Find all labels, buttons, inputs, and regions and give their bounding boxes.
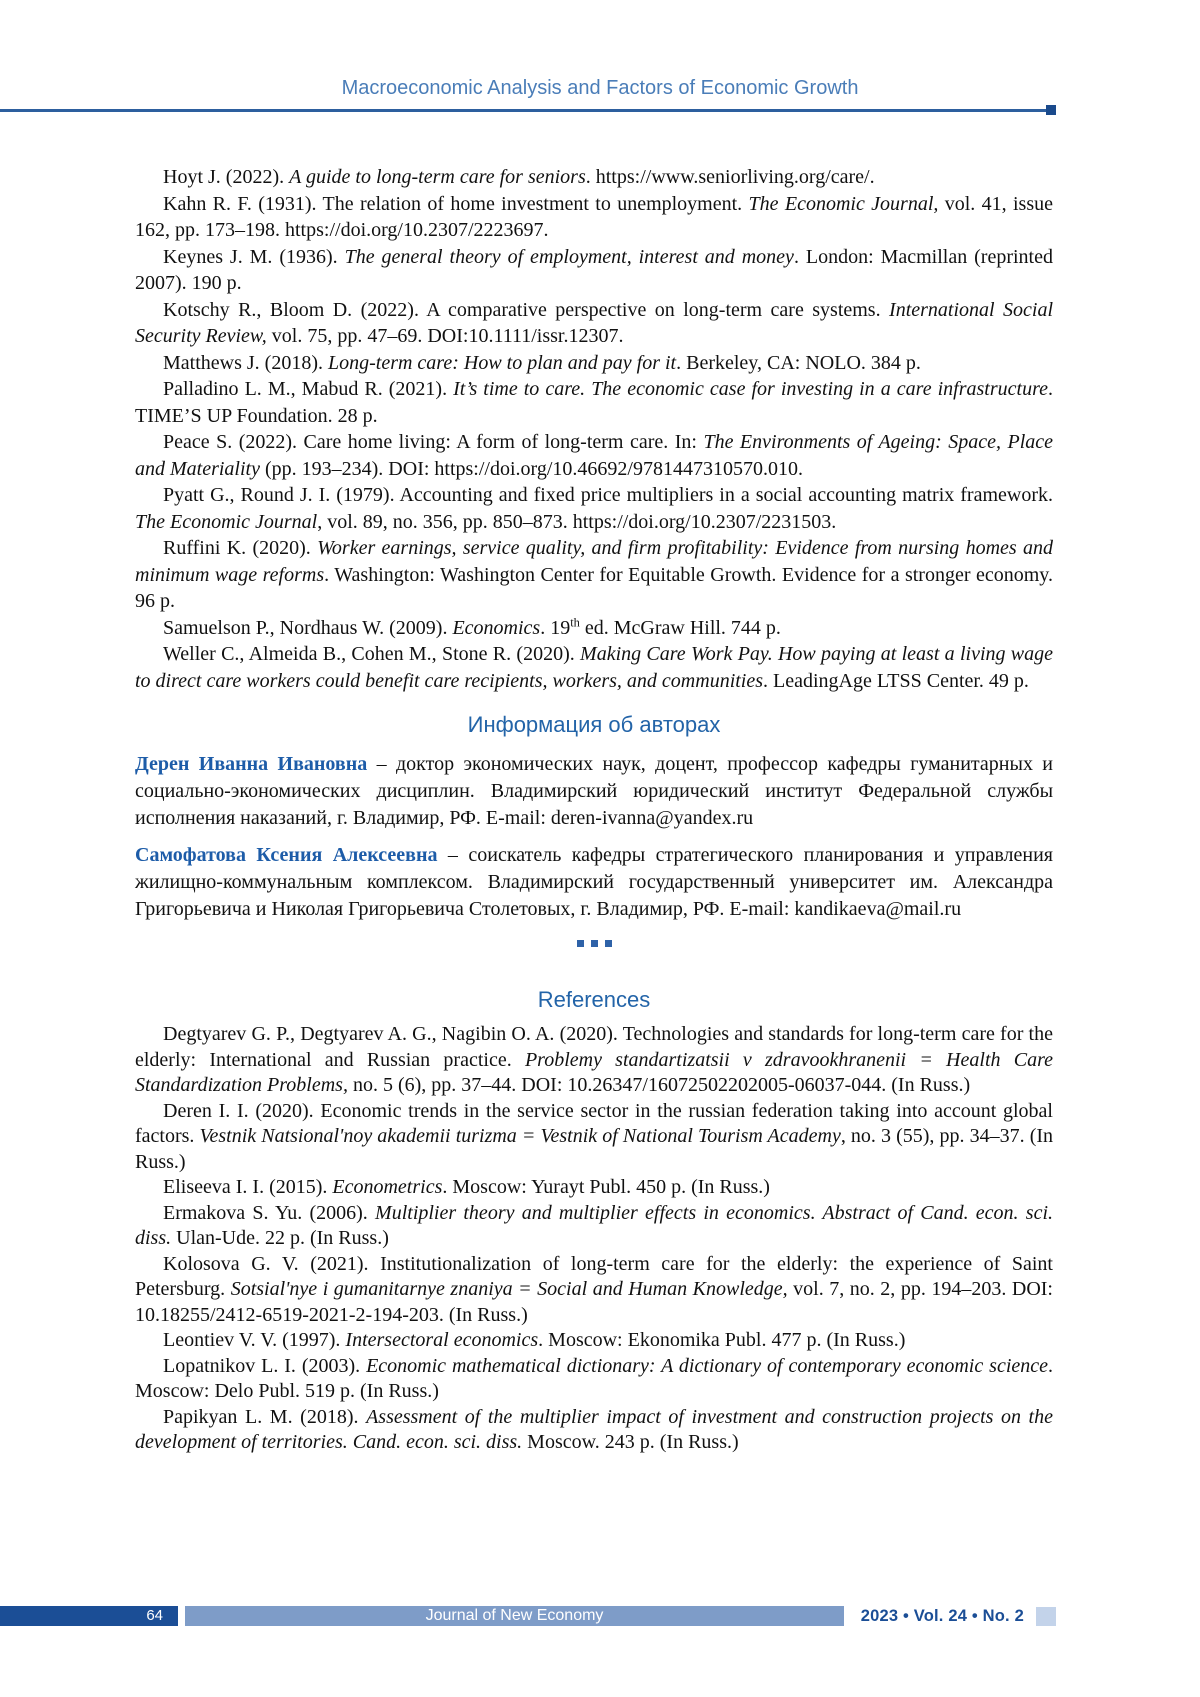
text-segment: (pp. 193–234). DOI: https://doi.org/10.46692/9781447310570.010. — [259, 457, 803, 480]
italic-title: Worker earnings, service quality, and firm profitability: Evidence from nursing homes and minimum wage reforms — [135, 537, 1053, 586]
header-rule-end-square — [1046, 105, 1056, 115]
text-segment: . Berkeley, CA: NOLO. 384 p. — [676, 351, 921, 374]
author-info-paragraph — [135, 751, 1053, 832]
italic-title: A guide to long-term care for seniors — [289, 166, 586, 188]
text-segment: Matthews J. (2018). — [163, 351, 328, 374]
text-segment: Keynes J. M. (1936). — [163, 245, 345, 268]
italic-title: Assessment of the multiplier impact of investment and construction projects on the development of territories. Cand. econ. sci. diss. — [135, 1405, 1053, 1453]
text-segment: . https://www.seniorliving.org/care/. — [585, 166, 875, 188]
text-segment: Lopatnikov L. I. (2003). — [163, 1354, 367, 1377]
reference-item — [135, 297, 1053, 350]
italic-title: The general theory of employment, interest and money — [344, 245, 794, 268]
italic-title: It’s time to care. The economic case for investing in a care infrastructure — [453, 378, 1048, 400]
italic-title: Economics — [452, 616, 541, 639]
reference-item — [135, 641, 1053, 694]
author-name: Дерен Иванна Ивановна — [135, 753, 368, 775]
text-segment: Ermakova S. Yu. (2006). — [163, 1201, 376, 1224]
footer-end-square — [1036, 1607, 1056, 1626]
reference-item — [135, 1201, 1053, 1252]
text-segment: Palladino L. M., Mabud R. (2021). — [163, 378, 454, 400]
reference-item — [135, 1354, 1053, 1405]
reference-item — [135, 429, 1053, 482]
text-segment: ed. McGraw Hill. 744 p. — [579, 616, 781, 639]
text-segment: Pyatt G., Round J. I. (1979). Accounting and fixed price multipliers in a social accounting matrix framework. — [163, 484, 1053, 506]
italic-title: Problemy standartizatsii v zdravookhranenii = Health Care Standardization Problems, — [135, 1048, 1053, 1096]
text-segment: Eliseeva I. I. (2015). — [163, 1176, 333, 1198]
author-info-paragraph — [135, 842, 1053, 923]
text-segment: . LeadingAge LTSS Center. 49 p. — [763, 669, 1029, 692]
text-segment: . Washington: Washington Center for Equitable Growth. Evidence for a stronger economy. 96 p. — [135, 563, 1053, 612]
text-segment: Moscow. 243 p. (In Russ.) — [522, 1431, 739, 1453]
reference-item — [135, 350, 1053, 377]
italic-title: The Economic Journal — [135, 510, 318, 533]
reference-item — [135, 244, 1053, 297]
page-number-box: 64 — [0, 1606, 178, 1626]
superscript-text: th — [570, 614, 580, 629]
italic-title: Intersectoral economics — [345, 1329, 539, 1351]
authors-info-heading: Информация об авторах — [467, 712, 721, 737]
reference-item — [135, 164, 1053, 191]
text-segment: Degtyarev G. P., Degtyarev A. G., Nagibin O. A. (2020). Technologies and standards for long-term care for the elderly: International and Russian practice. — [135, 1023, 1053, 1071]
text-segment: Leontiev V. V. (1997). — [163, 1329, 346, 1351]
text-segment: Kahn R. F. (1931). The relation of home investment to unemployment. — [163, 192, 749, 215]
text-segment: vol. 75, pp. 47–69. DOI:10.1111/issr.12307. — [266, 325, 624, 347]
reference-item — [135, 1022, 1053, 1099]
text-segment: Ruffini K. (2020). — [163, 537, 318, 559]
italic-title: International Social Security Review, — [135, 298, 1053, 347]
text-segment: . TIME’S UP Foundation. 28 p. — [135, 378, 1053, 427]
references-list — [135, 1022, 1053, 1456]
journal-name-bar: Journal of New Economy — [185, 1606, 844, 1626]
text-segment: Weller C., Almeida B., Cohen M., Stone R. (2020). — [163, 643, 581, 665]
bibliography-top — [135, 164, 1053, 694]
text-segment: Kotschy R., Bloom D. (2022). A comparative perspective on long-term care systems. — [163, 298, 890, 321]
text-segment: . Moscow: Yurayt Publ. 450 p. (In Russ.) — [442, 1176, 770, 1198]
text-segment: vol. 7, no. 2, pp. 194–203. DOI: 10.18255/2412-6519-2021-2-194-203. (In Russ.) — [135, 1278, 1053, 1326]
text-segment: Papikyan L. M. (2018). — [163, 1405, 367, 1428]
reference-item — [135, 1328, 1053, 1354]
reference-item — [135, 1252, 1053, 1329]
text-segment: . London: Macmillan (reprinted 2007). 190 p. — [135, 245, 1053, 294]
text-segment: Hoyt J. (2022). — [163, 166, 290, 188]
separator-dot — [577, 940, 584, 947]
header-rule — [0, 109, 1049, 112]
text-segment: Ulan-Ude. 22 p. (In Russ.) — [171, 1227, 389, 1249]
italic-title: The Environments of Ageing: Space, Place and Materiality — [135, 431, 1054, 480]
reference-item — [135, 1175, 1053, 1201]
reference-item — [135, 1405, 1053, 1456]
text-segment: – доктор экономических наук, доцент, профессор кафедры гуманитарных и социально-экономических дисциплин. Владимирский юридический институт Федеральной службы исполнения наказаний, г. Владимир, РФ. E-mail: deren-ivanna@yandex.ru — [135, 753, 1054, 829]
separator-dot — [591, 940, 598, 947]
text-segment: Kolosova G. V. (2021). Institutionalization of long-term care for the elderly: the experience of Saint Petersburg. — [135, 1252, 1053, 1300]
reference-item — [135, 482, 1053, 535]
italic-title: Sotsial'nye i gumanitarnye znaniya = Social and Human Knowledge, — [230, 1278, 788, 1300]
reference-item — [135, 191, 1053, 244]
text-segment: – соискатель кафедры стратегического планирования и управления жилищно-коммунальным комплексом. Владимирский государственный университет им. Александра Григорьевича и Николая Григорьевича Столетовых, г. Владимир, РФ. E-mail: kandikaeva@mail.ru — [135, 844, 1053, 920]
italic-title: Making Care Work Pay. How paying at least a living wage to direct care workers could benefit care recipients, workers, and communities — [135, 643, 1054, 692]
italic-title: Economic mathematical dictionary: A dictionary of contemporary economic science — [366, 1354, 1049, 1377]
text-segment: . 19 — [540, 616, 571, 639]
reference-item — [135, 1099, 1053, 1176]
text-segment: , vol. 89, no. 356, pp. 850–873. https://doi.org/10.2307/2231503. — [317, 510, 837, 533]
reference-item — [135, 615, 1053, 642]
text-segment: no. 5 (6), pp. 37–44. DOI: 10.26347/16072502202005-06037-044. (In Russ.) — [347, 1074, 971, 1096]
section-separator — [135, 940, 1053, 947]
italic-title: Multiplier theory and multiplier effects in economics. Abstract of Cand. econ. sci. diss. — [135, 1201, 1053, 1249]
references-heading: References — [537, 987, 651, 1012]
text-segment: Deren I. I. (2020). Economic trends in the service sector in the russian federation taking into account global factors. — [135, 1099, 1053, 1147]
page-content — [135, 164, 1053, 1456]
italic-title: Econometrics — [332, 1176, 443, 1198]
text-segment: , no. 3 (55), pp. 34–37. (In Russ.) — [135, 1125, 1054, 1173]
text-segment: . Moscow: Ekonomika Publ. 477 p. (In Russ.) — [538, 1329, 906, 1351]
footer — [0, 1606, 1200, 1626]
authors-info-block — [135, 751, 1053, 923]
author-name: Самофатова Ксения Алексеевна — [135, 844, 438, 866]
separator-dot — [605, 940, 612, 947]
text-segment: Peace S. (2022). Care home living: A form of long-term care. In: — [163, 431, 704, 453]
reference-item — [135, 376, 1053, 429]
issue-info: 2023 • Vol. 24 • No. 2 — [860, 1607, 1024, 1625]
italic-title: Long-term care: How to plan and pay for it — [327, 351, 677, 374]
running-head-title: Macroeconomic Analysis and Factors of Economic Growth — [341, 77, 859, 99]
text-segment: vol. 41, issue 162, pp. 173–198. https://doi.org/10.2307/2223697. — [135, 192, 1053, 241]
text-segment: . Moscow: Delo Publ. 519 p. (In Russ.) — [135, 1354, 1054, 1402]
reference-item — [135, 535, 1053, 615]
italic-title: Vestnik Natsional'noy akademii turizma = Vestnik of National Tourism Academy — [199, 1125, 841, 1147]
italic-title: The Economic Journal, — [748, 192, 939, 215]
text-segment: Samuelson P., Nordhaus W. (2009). — [163, 616, 453, 639]
